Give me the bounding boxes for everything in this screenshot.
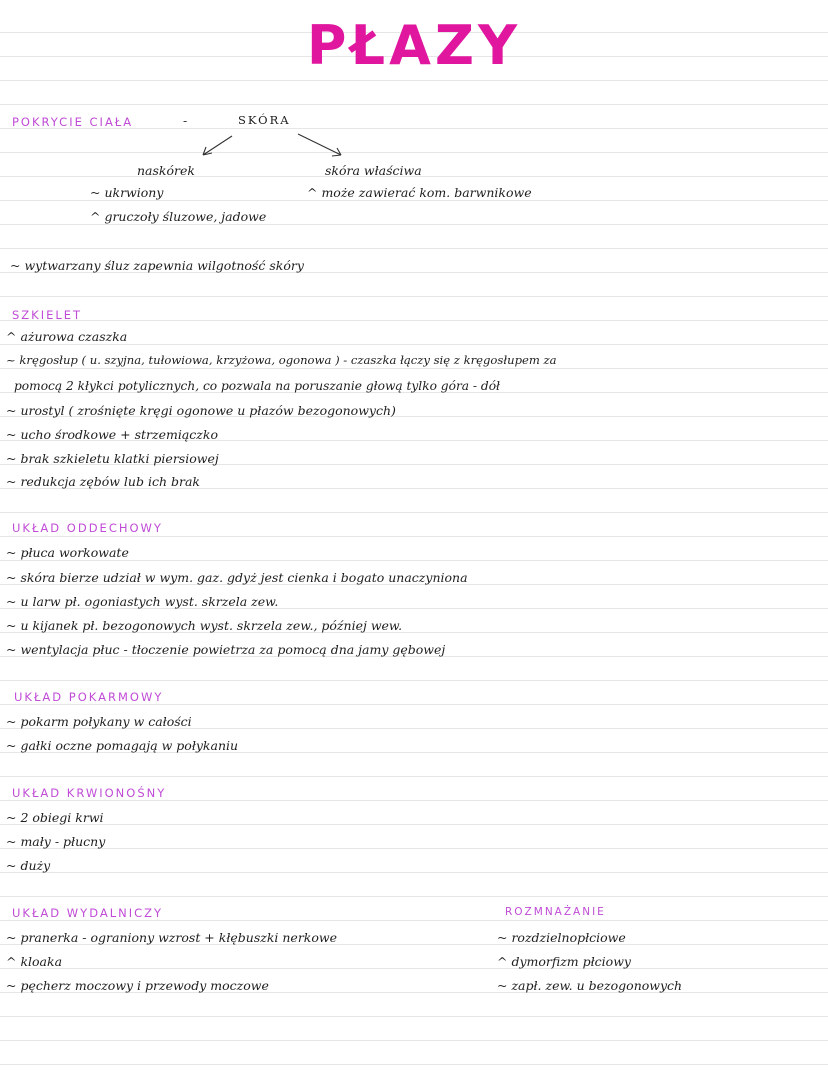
list-item: ~ mały - płucny [6, 834, 106, 849]
list-item: ~ płuca workowate [6, 545, 129, 560]
list-item: ~ pokarm połykany w całości [6, 714, 192, 729]
list-item: ~ duży [6, 858, 51, 873]
list-item: ~ skóra bierze udział w wym. gaz. gdyż jest cienka i bogato unaczyniona [6, 570, 468, 585]
list-item: ~ ukrwiony [90, 185, 164, 200]
list-item: ^ dymorfizm płciowy [497, 954, 631, 969]
section-header-oddechowy: UKŁAD ODDECHOWY [12, 521, 163, 535]
list-item: ~ zapł. zew. u bezogonowych [497, 978, 683, 993]
page-title: PŁAZY [306, 14, 522, 77]
list-item: ~ urostyl ( zrośnięte kręgi ogonowe u płazów bezogonowych) [6, 403, 396, 418]
center-term-skora: SKÓRA [238, 113, 291, 127]
list-item: ~ u kijanek pł. bezogonowych wyst. skrzela zew., później wew. [6, 618, 403, 633]
list-item: ~ wytwarzany śluz zapewnia wilgotność skóry [10, 258, 304, 273]
list-item: ~ brak szkieletu klatki piersiowej [6, 451, 219, 466]
section-header-rozmnazanie: ROZMNAŻANIE [505, 906, 606, 918]
list-item: ^ może zawierać kom. barwnikowe [307, 185, 532, 200]
list-item: ~ redukcja zębów lub ich brak [6, 474, 200, 489]
header-dash: - [183, 113, 188, 128]
section-header-pokrycie: POKRYCIE CIAŁA [12, 115, 134, 129]
list-item: ~ pranerka - ograniony wzrost + kłębuszki nerkowe [6, 930, 337, 945]
list-item: ~ ucho środkowe + strzemiączko [6, 427, 218, 442]
branch-naskorek: naskórek [137, 163, 195, 178]
section-header-krwionosny: UKŁAD KRWIONOŚNY [12, 786, 167, 800]
list-item: ~ u larw pł. ogoniastych wyst. skrzela zew. [6, 594, 279, 609]
arrow-left [203, 136, 232, 155]
list-item: ~ wentylacja płuc - tłoczenie powietrza za pomocą dna jamy gębowej [6, 642, 446, 657]
list-item: ^ kloaka [6, 954, 63, 969]
list-item: ~ rozdzielnopłciowe [497, 930, 626, 945]
list-item: ~ kręgosłup ( u. szyjna, tułowiowa, krzyżowa, ogonowa ) - czaszka łączy się z kręgosłupem za [6, 353, 557, 367]
arrow-right [298, 134, 341, 156]
list-item: pomocą 2 kłykci potylicznych, co pozwala na poruszanie głową tylko góra - dół [14, 379, 500, 393]
branch-skora-wlasciwa: skóra właściwa [325, 163, 422, 178]
list-item: ~ 2 obiegi krwi [6, 810, 104, 825]
section-header-pokarmowy: UKŁAD POKARMOWY [14, 690, 164, 704]
list-item: ^ gruczoły śluzowe, jadowe [90, 209, 267, 224]
list-item: ^ ażurowa czaszka [6, 329, 128, 344]
list-item: ~ gałki oczne pomagają w połykaniu [6, 738, 239, 753]
section-header-wydalniczy: UKŁAD WYDALNICZY [12, 906, 164, 920]
list-item: ~ pęcherz moczowy i przewody moczowe [6, 978, 269, 993]
section-header-szkielet: SZKIELET [12, 308, 83, 322]
